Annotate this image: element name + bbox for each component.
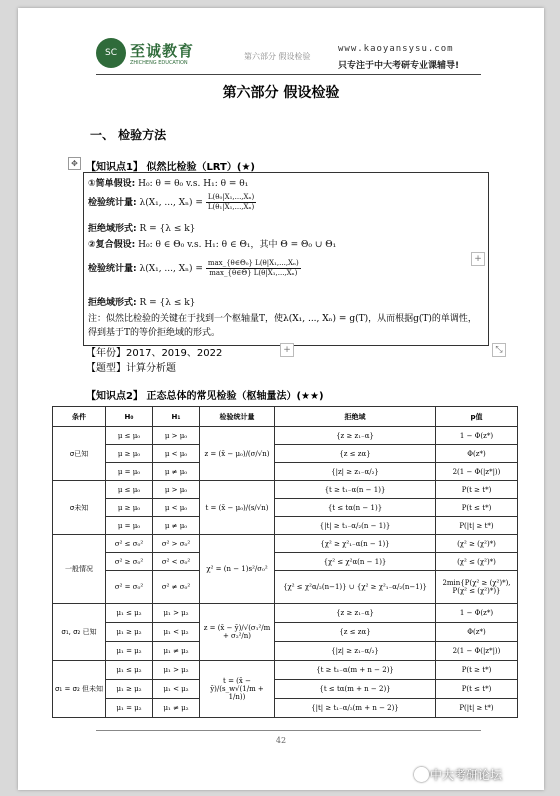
rejection-region-cell: {|t| ≥ t₁₋α/₂(m + n − 2)}	[275, 699, 436, 718]
h0-cell: μ₁ ≤ μ₂	[106, 661, 153, 680]
h1-cell: σ² < σ₀²	[153, 553, 200, 571]
p-value-cell: P(t ≤ t*)	[436, 680, 518, 699]
section-heading: 一、 检验方法	[90, 128, 167, 142]
table-row	[53, 463, 518, 481]
table-row	[53, 642, 518, 661]
h1-cell: μ₁ ≠ μ₂	[153, 642, 200, 661]
condition-cell: σ₁ = σ₂ 但未知	[53, 661, 106, 718]
kp1-line-rejection-2: 拒绝域形式: R = {λ ≤ k}	[88, 298, 196, 308]
table-row	[53, 699, 518, 718]
logo-icon: SC	[96, 38, 126, 68]
table-row	[53, 517, 518, 535]
h0-cell: μ₁ = μ₂	[106, 642, 153, 661]
h1-cell: μ ≠ μ₀	[153, 517, 200, 535]
condition-cell: 一般情况	[53, 535, 106, 604]
rejection-region-cell: {z ≥ z₁₋α}	[275, 427, 436, 445]
p-value-cell: P(t ≤ t*)	[436, 499, 518, 517]
kp1-line-simple-hypothesis: ①简单假设: H₀: θ = θ₀ v.s. H₁: θ = θ₁	[88, 179, 249, 189]
rejection-region-cell: {|t| ≥ t₁₋α/₂(n − 1)}	[275, 517, 436, 535]
statistic-cell: z = (x̄ − ȳ)/√(σ₁²/m + σ₂²/n)	[200, 604, 275, 661]
table-body	[53, 427, 518, 718]
table-row	[53, 535, 518, 553]
rejection-region-cell: {t ≤ tα(n − 1)}	[275, 499, 436, 517]
h1-cell: σ² ≠ σ₀²	[153, 571, 200, 604]
kp1-note: 注：似然比检验的关键在于找到一个枢轴量T，使λ(X₁, ..., Xₙ) = g(T)，从而根据g(T)的单调性，得到基于T的等价拒绝域的形式。	[88, 314, 477, 338]
rejection-region-cell: {|z| ≥ z₁₋α/₂}	[275, 642, 436, 661]
page-title: 第六部分 假设检验	[222, 85, 340, 101]
kp1-line-composite-hypothesis: ②复合假设: H₀: θ ∈ Θ₀ v.s. H₁: θ ∈ Θ₁，其中 Θ = Θ₀ ∪ Θ₁	[88, 240, 337, 250]
h0-cell: σ² = σ₀²	[106, 571, 153, 604]
year-info: 【年份】2017、2019、2022	[86, 348, 223, 359]
rejection-region-cell: {t ≥ t₁₋α(m + n − 2)}	[275, 661, 436, 680]
rejection-region-cell: {χ² ≥ χ²₁₋α(n − 1)}	[275, 535, 436, 553]
h1-cell: μ < μ₀	[153, 499, 200, 517]
condition-cell: σ未知	[53, 481, 106, 535]
rejection-region-cell: {t ≤ tα(m + n − 2)}	[275, 680, 436, 699]
p-value-cell: 2(1 − Φ(|z*|))	[436, 463, 518, 481]
h0-cell: σ² ≥ σ₀²	[106, 553, 153, 571]
rejection-region-cell: {t ≥ t₁₋α(n − 1)}	[275, 481, 436, 499]
condition-cell: σ₁, σ₂ 已知	[53, 604, 106, 661]
col-header: 拒绝域	[275, 407, 436, 427]
h1-cell: μ₁ > μ₂	[153, 661, 200, 680]
knowledge-point-2-heading: 【知识点2】 正态总体的常见检验（枢轴量法）(★★)	[86, 391, 324, 402]
knowledge-point-1-heading: 【知识点1】 似然比检验（LRT）(★)	[86, 162, 255, 173]
h0-cell: μ ≤ μ₀	[106, 427, 153, 445]
p-value-cell: Φ(z*)	[436, 445, 518, 463]
h0-cell: μ ≥ μ₀	[106, 499, 153, 517]
wechat-icon	[414, 767, 429, 782]
col-header: H₁	[153, 407, 200, 427]
h1-cell: μ₁ < μ₂	[153, 623, 200, 642]
col-header: 检验统计量	[200, 407, 275, 427]
header-section-label: 第六部分 假设检验	[244, 52, 311, 61]
h0-cell: μ₁ ≥ μ₂	[106, 623, 153, 642]
h0-cell: μ ≥ μ₀	[106, 445, 153, 463]
kp1-line-statistic-2: 检验统计量: λ(X₁, ..., Xₙ) = $\frac{\text{max\_\{θ∈Θ₀\} L(θ|X₁,...,Xₙ)}}{\text{max\_\{θ∈Θ\} L(θ|X₁,...,Xₙ)}}$	[88, 259, 299, 277]
page-number: 42	[275, 736, 287, 745]
h1-cell: μ ≠ μ₀	[153, 463, 200, 481]
watermark: 中大考研论坛	[430, 768, 503, 782]
question-type: 【题型】计算分析题	[86, 363, 176, 374]
table-row	[53, 481, 518, 499]
h0-cell: μ = μ₀	[106, 463, 153, 481]
p-value-cell: 2(1 − Φ(|z*|))	[436, 642, 518, 661]
p-value-cell: 1 − Φ(z*)	[436, 427, 518, 445]
table-row	[53, 680, 518, 699]
h1-cell: μ < μ₀	[153, 445, 200, 463]
h0-cell: μ ≤ μ₀	[106, 481, 153, 499]
table-row	[53, 445, 518, 463]
statistic-cell: t = (x̄ − μ₀)/(s/√n)	[200, 481, 275, 535]
resize-handle-icon[interactable]: ⤡	[492, 343, 506, 357]
rejection-region-cell: {z ≥ z₁₋α}	[275, 604, 436, 623]
statistic-cell: t = (x̄ − ȳ)/(s_w√(1/m + 1/n))	[200, 661, 275, 718]
p-value-cell: Φ(z*)	[436, 623, 518, 642]
rejection-region-cell: {z ≤ zα}	[275, 623, 436, 642]
col-header: p值	[436, 407, 518, 427]
h1-cell: μ > μ₀	[153, 427, 200, 445]
footer-divider	[96, 730, 481, 731]
kp1-line-statistic-1: 检验统计量: λ(X₁, ..., Xₙ) = $\frac{\text{L(θ₀|X₁,...,Xₙ)}}{\text{L(θ₁|X₁,...,Xₙ)}}$	[88, 193, 255, 211]
h0-cell: μ₁ = μ₂	[106, 699, 153, 718]
table-row	[53, 571, 518, 604]
col-header: 条件	[53, 407, 106, 427]
page-header	[18, 8, 544, 76]
p-value-cell: P(t ≥ t*)	[436, 661, 518, 680]
table-header-row	[53, 407, 518, 427]
add-column-icon[interactable]: +	[471, 252, 485, 266]
table-row	[53, 661, 518, 680]
add-row-icon[interactable]: +	[280, 343, 294, 357]
move-handle-icon[interactable]: ✥	[68, 157, 81, 170]
table-row	[53, 623, 518, 642]
logo-english: ZHICHENG EDUCATION	[130, 60, 188, 66]
statistic-cell: χ² = (n − 1)s²/σ₀²	[200, 535, 275, 604]
p-value-cell: (χ² ≤ (χ²)*)	[436, 553, 518, 571]
h0-cell: σ² ≤ σ₀²	[106, 535, 153, 553]
rejection-region-cell: {z ≤ zα}	[275, 445, 436, 463]
h0-cell: μ₁ ≤ μ₂	[106, 604, 153, 623]
table-row	[53, 604, 518, 623]
knowledge-point-1-box	[83, 172, 489, 346]
h1-cell: μ₁ < μ₂	[153, 680, 200, 699]
col-header: H₀	[106, 407, 153, 427]
rejection-region-cell: {|z| ≥ z₁₋α/₂}	[275, 463, 436, 481]
table-row	[53, 553, 518, 571]
h1-cell: μ₁ > μ₂	[153, 604, 200, 623]
kp1-line-rejection-1: 拒绝域形式: R = {λ ≤ k}	[88, 224, 196, 234]
rejection-region-cell: {χ² ≤ χ²α/₂(n−1)} ∪ {χ² ≥ χ²₁₋α/₂(n−1)}	[275, 571, 436, 604]
logo-name: 至诚教育	[130, 42, 195, 60]
table-row	[53, 427, 518, 445]
document-page	[18, 8, 544, 790]
table-row	[53, 499, 518, 517]
p-value-cell: P(|t| ≥ t*)	[436, 699, 518, 718]
rejection-region-cell: {χ² ≤ χ²α(n − 1)}	[275, 553, 436, 571]
header-divider	[96, 74, 481, 75]
p-value-cell: 1 − Φ(z*)	[436, 604, 518, 623]
p-value-cell: P(|t| ≥ t*)	[436, 517, 518, 535]
p-value-cell: P(t ≥ t*)	[436, 481, 518, 499]
statistic-cell: z = (x̄ − μ₀)/(σ/√n)	[200, 427, 275, 481]
condition-cell: σ已知	[53, 427, 106, 481]
h0-cell: μ = μ₀	[106, 517, 153, 535]
h0-cell: μ₁ ≥ μ₂	[106, 680, 153, 699]
p-value-cell: 2min{P(χ² ≥ (χ²)*), P(χ² ≤ (χ²)*)}	[436, 571, 518, 604]
p-value-cell: (χ² ≥ (χ²)*)	[436, 535, 518, 553]
h1-cell: μ₁ ≠ μ₂	[153, 699, 200, 718]
normal-tests-table	[52, 406, 518, 718]
header-url: www.kaoyansysu.com	[338, 44, 454, 54]
h1-cell: μ > μ₀	[153, 481, 200, 499]
h1-cell: σ² > σ₀²	[153, 535, 200, 553]
header-slogan: 只专注于中大考研专业课辅导!	[338, 61, 460, 71]
